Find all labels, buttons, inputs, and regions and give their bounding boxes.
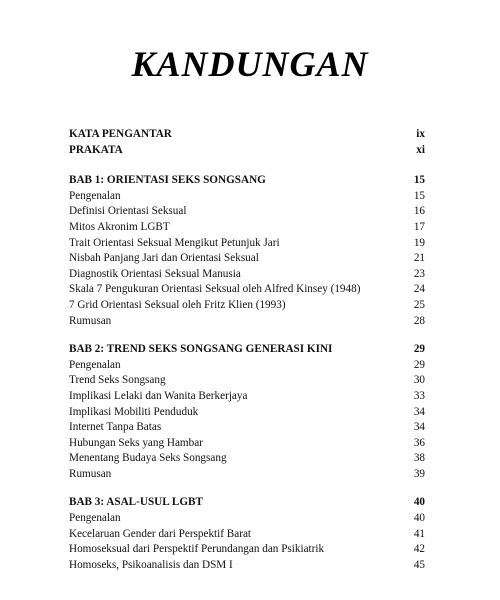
toc-entry-label: Nisbah Panjang Jari dan Orientasi Seksual: [69, 252, 259, 265]
toc-entry-label: Trait Orientasi Seksual Mengikut Petunjuk Jari: [69, 236, 280, 249]
toc-entry-row: [69, 373, 425, 389]
table-of-contents: [69, 127, 425, 573]
toc-page-number: 16: [413, 205, 425, 218]
toc-entry-row: [69, 420, 425, 436]
toc-page-number: 36: [413, 436, 425, 449]
toc-chapter-heading: [69, 495, 425, 511]
toc-page-number: 25: [413, 298, 425, 311]
toc-page-number: 15: [413, 174, 425, 187]
toc-front-matter-row: [69, 127, 425, 143]
toc-entry-row: [69, 282, 425, 298]
toc-entry-label: Mitos Akronim LGBT: [69, 220, 170, 233]
toc-page-number: 21: [413, 252, 425, 265]
toc-page-number: 28: [413, 314, 425, 327]
toc-front-matter-row: [69, 143, 425, 159]
toc-entry-row: [69, 220, 425, 236]
toc-entry-row: [69, 542, 425, 558]
toc-entry-label: KATA PENGANTAR: [69, 128, 172, 140]
toc-entry-label: Kecelaruan Gender dari Perspektif Barat: [69, 527, 252, 540]
toc-page-number: 29: [413, 343, 425, 356]
toc-page-number: 15: [413, 189, 425, 202]
toc-entry-row: [69, 314, 425, 330]
toc-entry-row: [69, 527, 425, 543]
toc-page-number: 23: [413, 267, 425, 280]
toc-entry-label: Hubungan Seks yang Hambar: [69, 436, 203, 449]
toc-page-number: 24: [413, 283, 425, 296]
toc-entry-label: PRAKATA: [69, 143, 123, 156]
toc-entry-label: Rumusan: [69, 467, 112, 480]
toc-page-number: 39: [413, 467, 425, 480]
toc-entry-row: [69, 389, 425, 405]
toc-page-number: xi: [416, 143, 425, 156]
toc-page-number: 40: [413, 496, 425, 509]
toc-entry-label: Trend Seks Songsang: [69, 374, 166, 387]
chapter-title: BAB 1: ORIENTASI SEKS SONGSANG: [69, 174, 266, 187]
toc-entry-row: [69, 436, 425, 452]
toc-page-number: 29: [413, 358, 425, 371]
toc-entry-row: [69, 236, 425, 252]
toc-entry-label: Implikasi Mobiliti Penduduk: [69, 405, 199, 418]
toc-entry-row: [69, 511, 425, 527]
toc-page-number: 34: [413, 405, 425, 418]
toc-entry-row: [69, 451, 425, 467]
toc-page-number: 30: [413, 374, 425, 387]
toc-entry-row: [69, 558, 425, 574]
toc-entry-label: Menentang Budaya Seks Songsang: [69, 452, 227, 465]
chapter-title: BAB 2: TREND SEKS SONGSANG GENERASI KINI: [69, 343, 333, 356]
toc-entry-label: Pengenalan: [69, 512, 121, 525]
toc-entry-label: Definisi Orientasi Seksual: [69, 205, 187, 218]
toc-entry-row: [69, 405, 425, 421]
toc-entry-label: Skala 7 Pengukuran Orientasi Seksual oleh Alfred Kinsey (1948): [69, 283, 361, 296]
toc-entry-label: 7 Grid Orientasi Seksual oleh Fritz Klien (1993): [69, 298, 286, 311]
toc-entry-label: Internet Tanpa Batas: [69, 421, 162, 434]
toc-entry-row: [69, 358, 425, 374]
toc-entry-label: Pengenalan: [69, 358, 121, 371]
toc-entry-row: [69, 298, 425, 314]
toc-chapter-heading: [69, 342, 425, 358]
toc-entry-label: Rumusan: [69, 314, 112, 327]
toc-page-number: 42: [413, 543, 425, 556]
toc-page-number: 33: [413, 389, 425, 402]
page-title: KANDUNGAN: [131, 44, 369, 84]
toc-page-number: ix: [416, 128, 425, 140]
toc-entry-label: Implikasi Lelaki dan Wanita Berkerjaya: [69, 389, 248, 402]
toc-entry-row: [69, 467, 425, 483]
toc-entry-row: [69, 189, 425, 205]
toc-entry-row: [69, 204, 425, 220]
toc-entry-label: Homoseks, Psikoanalisis dan DSM I: [69, 558, 233, 571]
toc-page-number: 40: [413, 512, 425, 525]
toc-entry-label: Pengenalan: [69, 189, 121, 202]
toc-chapter-heading: [69, 173, 425, 189]
toc-page-number: 45: [413, 558, 425, 571]
toc-entry-row: [69, 267, 425, 283]
chapter-title: BAB 3: ASAL-USUL LGBT: [69, 496, 203, 509]
toc-entry-label: Diagnostik Orientasi Seksual Manusia: [69, 267, 241, 280]
toc-page-number: 41: [413, 527, 425, 540]
toc-entry-label: Homoseksual dari Perspektif Perundangan dan Psikiatrik: [69, 543, 325, 556]
toc-page-number: 38: [413, 452, 425, 465]
toc-entry-row: [69, 251, 425, 267]
toc-page-number: 19: [413, 236, 425, 249]
toc-page-number: 17: [413, 220, 425, 233]
toc-page-number: 34: [413, 421, 425, 434]
